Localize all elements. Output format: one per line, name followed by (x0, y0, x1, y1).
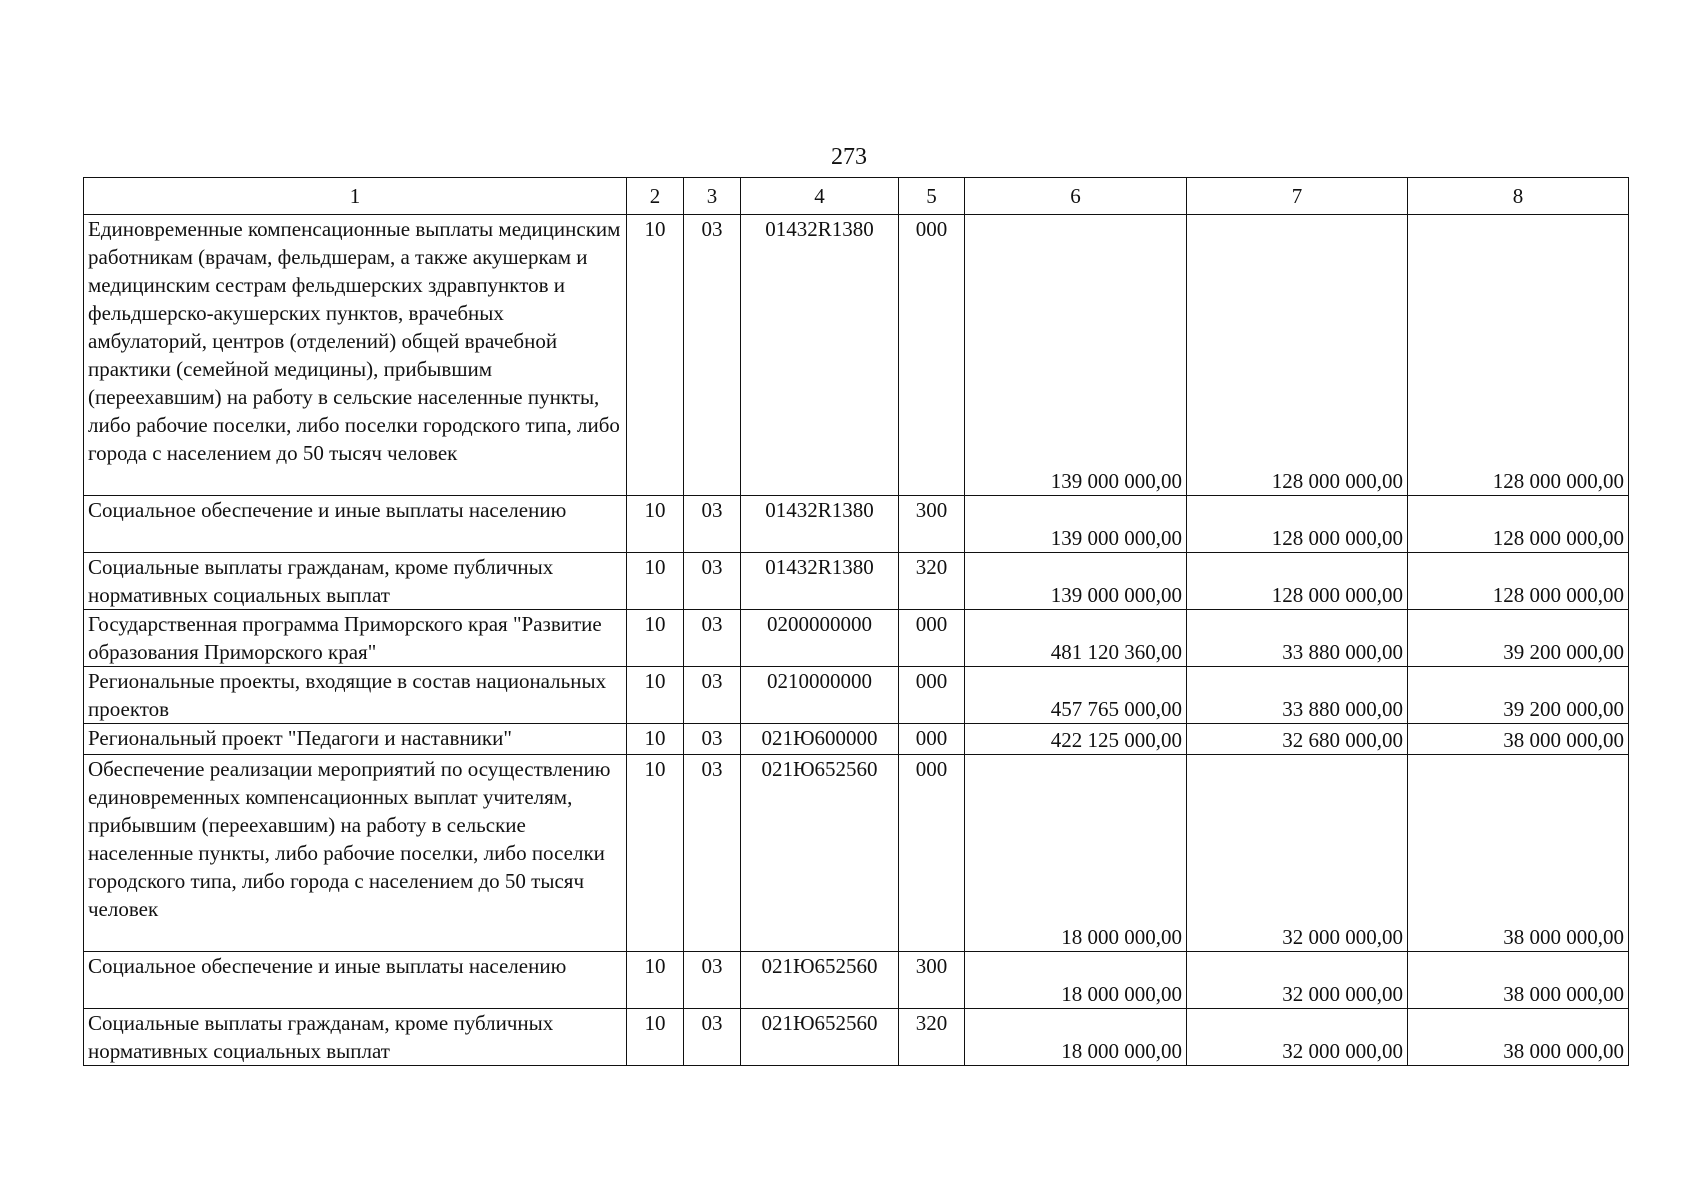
target-article-code: 01432R1380 (741, 496, 899, 553)
section-code: 10 (627, 610, 684, 667)
amount-col-8: 39 200 000,00 (1408, 667, 1629, 724)
table-row (84, 215, 1629, 496)
amount-col-7: 32 000 000,00 (1187, 1009, 1408, 1066)
row-description: Региональный проект "Педагоги и наставники" (84, 724, 627, 755)
target-article-code: 0200000000 (741, 610, 899, 667)
table-row (84, 1009, 1629, 1066)
page-number: 273 (831, 144, 867, 170)
row-description: Социальное обеспечение и иные выплаты населению (84, 496, 627, 553)
section-code: 10 (627, 952, 684, 1009)
target-article-code: 01432R1380 (741, 553, 899, 610)
amount-col-8: 128 000 000,00 (1408, 553, 1629, 610)
expense-type-code: 000 (899, 724, 965, 755)
section-code: 10 (627, 215, 684, 496)
subsection-code: 03 (684, 755, 741, 952)
subsection-code: 03 (684, 496, 741, 553)
table-row (84, 724, 1629, 755)
target-article-code: 021Ю652560 (741, 755, 899, 952)
amount-col-8: 38 000 000,00 (1408, 755, 1629, 952)
amount-col-6: 139 000 000,00 (965, 496, 1187, 553)
expense-type-code: 000 (899, 215, 965, 496)
column-header-3: 3 (684, 178, 741, 215)
subsection-code: 03 (684, 553, 741, 610)
amount-col-7: 32 000 000,00 (1187, 755, 1408, 952)
section-code: 10 (627, 667, 684, 724)
row-description: Социальные выплаты гражданам, кроме публичных нормативных социальных выплат (84, 1009, 627, 1066)
expense-type-code: 320 (899, 553, 965, 610)
expense-type-code: 000 (899, 610, 965, 667)
column-header-7: 7 (1187, 178, 1408, 215)
table-row (84, 952, 1629, 1009)
amount-col-6: 18 000 000,00 (965, 755, 1187, 952)
column-header-6: 6 (965, 178, 1187, 215)
amount-col-7: 128 000 000,00 (1187, 215, 1408, 496)
row-description: Социальные выплаты гражданам, кроме публичных нормативных социальных выплат (84, 553, 627, 610)
amount-col-8: 38 000 000,00 (1408, 1009, 1629, 1066)
table-row (84, 496, 1629, 553)
target-article-code: 021Ю652560 (741, 952, 899, 1009)
amount-col-6: 18 000 000,00 (965, 952, 1187, 1009)
amount-col-6: 139 000 000,00 (965, 215, 1187, 496)
expense-type-code: 300 (899, 496, 965, 553)
table-row (84, 667, 1629, 724)
amount-col-6: 18 000 000,00 (965, 1009, 1187, 1066)
column-header-5: 5 (899, 178, 965, 215)
budget-table (83, 177, 1629, 1066)
amount-col-7: 128 000 000,00 (1187, 553, 1408, 610)
amount-col-8: 39 200 000,00 (1408, 610, 1629, 667)
section-code: 10 (627, 496, 684, 553)
section-code: 10 (627, 1009, 684, 1066)
expense-type-code: 000 (899, 667, 965, 724)
expense-type-code: 320 (899, 1009, 965, 1066)
amount-col-6: 139 000 000,00 (965, 553, 1187, 610)
amount-col-6: 457 765 000,00 (965, 667, 1187, 724)
amount-col-8: 128 000 000,00 (1408, 496, 1629, 553)
column-header-4: 4 (741, 178, 899, 215)
column-header-8: 8 (1408, 178, 1629, 215)
subsection-code: 03 (684, 667, 741, 724)
row-description: Социальное обеспечение и иные выплаты населению (84, 952, 627, 1009)
subsection-code: 03 (684, 1009, 741, 1066)
column-header-2: 2 (627, 178, 684, 215)
amount-col-7: 33 880 000,00 (1187, 667, 1408, 724)
section-code: 10 (627, 724, 684, 755)
amount-col-7: 32 680 000,00 (1187, 724, 1408, 755)
subsection-code: 03 (684, 215, 741, 496)
amount-col-6: 422 125 000,00 (965, 724, 1187, 755)
target-article-code: 01432R1380 (741, 215, 899, 496)
target-article-code: 021Ю600000 (741, 724, 899, 755)
target-article-code: 0210000000 (741, 667, 899, 724)
amount-col-8: 38 000 000,00 (1408, 952, 1629, 1009)
header-row (84, 178, 1629, 215)
table-row (84, 755, 1629, 952)
column-header-1: 1 (84, 178, 627, 215)
section-code: 10 (627, 755, 684, 952)
amount-col-7: 32 000 000,00 (1187, 952, 1408, 1009)
section-code: 10 (627, 553, 684, 610)
subsection-code: 03 (684, 724, 741, 755)
amount-col-7: 33 880 000,00 (1187, 610, 1408, 667)
amount-col-7: 128 000 000,00 (1187, 496, 1408, 553)
row-description: Региональные проекты, входящие в состав национальных проектов (84, 667, 627, 724)
table-row (84, 553, 1629, 610)
row-description: Обеспечение реализации мероприятий по осуществлению единовременных компенсационных выплат учителям, прибывшим (переехавшим) на работу в сельские населенные пункты, либо рабочие поселки, либо поселки городского типа, либо города с населением до 50 тысяч человек (84, 755, 627, 952)
table-row (84, 610, 1629, 667)
expense-type-code: 000 (899, 755, 965, 952)
expense-type-code: 300 (899, 952, 965, 1009)
subsection-code: 03 (684, 610, 741, 667)
row-description: Государственная программа Приморского края "Развитие образования Приморского края" (84, 610, 627, 667)
target-article-code: 021Ю652560 (741, 1009, 899, 1066)
subsection-code: 03 (684, 952, 741, 1009)
amount-col-8: 128 000 000,00 (1408, 215, 1629, 496)
row-description: Единовременные компенсационные выплаты медицинским работникам (врачам, фельдшерам, а также акушеркам и медицинским сестрам фельдшерских здравпунктов и фельдшерско-акушерских пунктов, врачебных амбулаторий, центров (отделений) общей врачебной практики (семейной медицины), прибывшим (переехавшим) на работу в сельские населенные пункты, либо рабочие поселки, либо поселки городского типа, либо города с населением до 50 тысяч человек (84, 215, 627, 496)
amount-col-6: 481 120 360,00 (965, 610, 1187, 667)
amount-col-8: 38 000 000,00 (1408, 724, 1629, 755)
